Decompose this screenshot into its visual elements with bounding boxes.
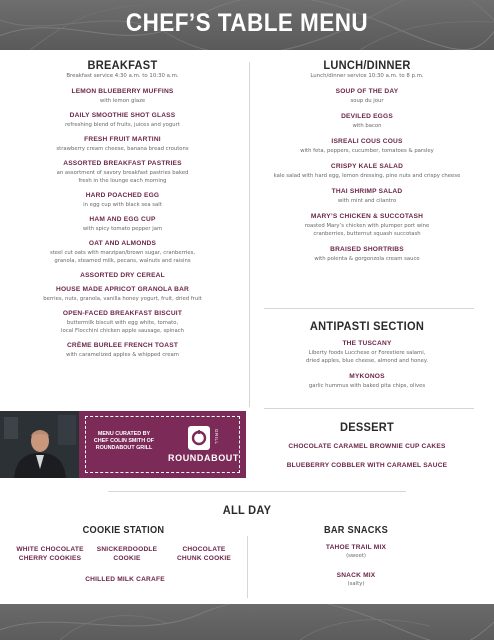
breakfast-section bbox=[0, 58, 245, 359]
description-line: local Flocchini chicken apple sausage, spinach bbox=[61, 328, 184, 334]
menu-item-description bbox=[0, 121, 245, 129]
description-line: strawberry cream cheese, banana bread croutons bbox=[56, 146, 189, 152]
swirl-decoration bbox=[0, 604, 494, 640]
dessert-title: DESSERT bbox=[339, 420, 395, 434]
bar-snacks-section bbox=[258, 525, 454, 588]
divider-antipasti-dessert bbox=[264, 408, 474, 409]
menu-item bbox=[258, 163, 476, 180]
menu-item-name: HAM AND EGG CUP bbox=[89, 216, 156, 223]
description-line: an assortment of savory breakfast pastries baked bbox=[56, 170, 189, 176]
page-title: CHEF’S TABLE MENU bbox=[125, 9, 369, 37]
menu-item bbox=[0, 160, 245, 185]
lunch-subtitle: Lunch/dinner service 10:30 a.m. to 8 p.m. bbox=[310, 73, 424, 79]
description-line: garlic hummus with baked pita chips, olives bbox=[308, 383, 426, 389]
description-line: cranberries, butternut squash succotash bbox=[313, 231, 421, 237]
logo-side-text: GRILL bbox=[214, 429, 219, 445]
cookie-item-line: COOKIE bbox=[113, 555, 141, 562]
breakfast-items bbox=[0, 88, 245, 359]
cookie-item-line: SNICKERDOODLE bbox=[96, 546, 158, 553]
menu-item-name: CRÈME BURLEE FRENCH TOAST bbox=[66, 342, 179, 349]
menu-item-name: DAILY SMOOTHIE SHOT GLASS bbox=[69, 112, 176, 119]
menu-item-name: SOUP OF THE DAY bbox=[335, 88, 399, 95]
cookie-item bbox=[87, 545, 167, 563]
menu-item-description bbox=[258, 349, 476, 365]
menu-item bbox=[0, 112, 245, 129]
banner-curated-text: MENU CURATED BY CHEF COLIN SMITH OF ROUNDABOUT GRILL bbox=[93, 431, 155, 451]
menu-item-description bbox=[258, 222, 476, 238]
menu-item bbox=[0, 342, 245, 359]
menu-item bbox=[0, 192, 245, 209]
cookie-item bbox=[168, 545, 240, 563]
description-line: roasted Mary’s chicken with plumper port wine bbox=[304, 223, 430, 229]
menu-item-name: ASSORTED BREAKFAST PASTRIES bbox=[63, 160, 182, 167]
cookie-item bbox=[60, 575, 190, 584]
menu-item bbox=[0, 240, 245, 265]
menu-item bbox=[258, 213, 476, 238]
menu-item-description bbox=[0, 169, 245, 185]
menu-item bbox=[0, 216, 245, 233]
footer-bar bbox=[0, 604, 494, 640]
description-line: with caramelized apples & whipped cream bbox=[66, 352, 179, 358]
menu-item-name: MARY’S CHICKEN & SUCCOTASH bbox=[310, 213, 424, 220]
menu-item-description bbox=[0, 201, 245, 209]
all-day-divider bbox=[247, 536, 248, 598]
menu-item-name: LEMON BLUEBERRY MUFFINS bbox=[71, 88, 174, 95]
menu-item-name: FRESH FRUIT MARTINI bbox=[84, 136, 161, 143]
description-line: refreshing blend of fruits, juices and yogurt bbox=[65, 122, 180, 128]
menu-item bbox=[258, 88, 476, 105]
menu-item bbox=[258, 373, 476, 390]
description-line: fresh in the lounge each morning bbox=[78, 178, 167, 184]
breakfast-subtitle: Breakfast service 4:30 a.m. to 10:30 a.m. bbox=[66, 73, 179, 79]
menu-item-name: THAI SHRIMP SALAD bbox=[331, 188, 403, 195]
lunch-section bbox=[258, 58, 476, 263]
bar-snack-note: (sweet) bbox=[346, 553, 366, 559]
bar-snack-item bbox=[258, 572, 454, 588]
cookie-item-line: CHERRY COOKIES bbox=[18, 555, 82, 562]
menu-item-name: DEVILED EGGS bbox=[341, 113, 393, 120]
bar-snack-items bbox=[258, 544, 454, 588]
menu-item-name: CHOCOLATE CARAMEL BROWNIE CUP CAKES bbox=[288, 443, 446, 450]
dessert-section bbox=[258, 420, 476, 469]
divider-all-day bbox=[108, 491, 406, 492]
description-line: berries, nuts, granola, vanilla honey yogurt, fruit, dried fruit bbox=[43, 296, 202, 302]
bar-snack-name: TAHOE TRAIL MIX bbox=[325, 544, 387, 551]
chef-banner bbox=[79, 411, 246, 478]
cookie-item bbox=[14, 545, 86, 563]
description-line: steel cut oats with marzipan/brown sugar, cranberries, bbox=[49, 250, 196, 256]
menu-item bbox=[0, 88, 245, 105]
menu-item bbox=[0, 272, 245, 279]
menu-item bbox=[258, 188, 476, 205]
chef-photo bbox=[0, 411, 79, 478]
cookie-station-title: COOKIE STATION bbox=[82, 525, 165, 536]
menu-item-description bbox=[258, 197, 476, 205]
menu-item-name: BLUEBERRY COBBLER WITH CARAMEL SAUCE bbox=[286, 462, 448, 469]
menu-item-description bbox=[0, 97, 245, 105]
menu-item bbox=[0, 310, 245, 335]
menu-item-name: MYKONOS bbox=[349, 373, 385, 380]
menu-item-description bbox=[0, 225, 245, 233]
all-day-title: ALL DAY bbox=[222, 503, 272, 517]
lunch-items bbox=[258, 88, 476, 263]
description-line: granola, steamed milk, pecans, walnuts and raisins bbox=[54, 258, 191, 264]
bar-snack-note: (salty) bbox=[347, 581, 365, 587]
description-line: with polenta & gorgonzola cream sauce bbox=[314, 256, 420, 262]
roundabout-emblem-icon bbox=[168, 423, 230, 453]
menu-item bbox=[258, 340, 476, 365]
menu-item bbox=[258, 246, 476, 263]
menu-item-name: BRAISED SHORTRIBS bbox=[330, 246, 404, 253]
description-line: dried apples, blue cheese, almond and honey. bbox=[306, 358, 428, 364]
description-line: with feta, peppers, cucumber, tomatoes & parsley bbox=[300, 148, 434, 154]
header-bar bbox=[0, 0, 494, 50]
menu-item-name: OPEN-FACED BREAKFAST BISCUIT bbox=[62, 310, 183, 317]
logo-word: ROUNDABOUT bbox=[168, 453, 239, 463]
menu-item-name: THE TUSCANY bbox=[342, 340, 392, 347]
description-line: with mint and cilantro bbox=[337, 198, 397, 204]
column-divider bbox=[249, 62, 250, 407]
description-line: with lemon glaze bbox=[99, 98, 146, 104]
menu-item-name: HOUSE MADE APRICOT GRANOLA BAR bbox=[56, 286, 189, 293]
menu-item bbox=[0, 286, 245, 303]
menu-item bbox=[258, 462, 476, 469]
menu-item-description bbox=[0, 249, 245, 265]
menu-item-description bbox=[258, 147, 476, 155]
cookie-item-line: WHITE CHOCOLATE bbox=[16, 546, 84, 553]
bar-snacks-title: BAR SNACKS bbox=[323, 525, 389, 536]
description-line: Liberty foods Lucchese or Forestiere salami, bbox=[308, 350, 426, 356]
menu-item-description bbox=[258, 255, 476, 263]
cookie-station-section bbox=[0, 525, 247, 536]
cookie-item-line: CHILLED MILK CARAFE bbox=[85, 576, 165, 583]
menu-item-name: OAT AND ALMONDS bbox=[88, 240, 157, 247]
menu-item-description bbox=[258, 172, 476, 180]
breakfast-title: BREAKFAST bbox=[87, 58, 158, 72]
menu-item-description bbox=[258, 382, 476, 390]
menu-item-description bbox=[258, 122, 476, 130]
description-line: with bacon bbox=[352, 123, 382, 129]
description-line: buttermilk biscuit with egg white, tomato, bbox=[66, 320, 179, 326]
cookie-item-line: CHUNK COOKIE bbox=[176, 555, 232, 562]
menu-item-name: ISREALI COUS COUS bbox=[331, 138, 403, 145]
description-line: in egg cup with black sea salt bbox=[83, 202, 162, 208]
menu-item-name: HARD POACHED EGG bbox=[85, 192, 160, 199]
menu-item-name: ASSORTED DRY CEREAL bbox=[80, 272, 165, 279]
menu-item-description bbox=[0, 295, 245, 303]
antipasti-title: ANTIPASTI SECTION bbox=[309, 319, 425, 333]
menu-item bbox=[258, 443, 476, 450]
description-line: kale salad with hard egg, lemon dressing, pine nuts and crispy cheese bbox=[273, 173, 461, 179]
description-line: soup du jour bbox=[350, 98, 384, 104]
antipasti-section bbox=[258, 319, 476, 390]
menu-item-description bbox=[258, 97, 476, 105]
roundabout-logo bbox=[168, 423, 239, 465]
description-line: with spicy tomato pepper jam bbox=[82, 226, 163, 232]
divider-lunch-antipasti bbox=[264, 308, 474, 309]
menu-item-name: CRISPY KALE SALAD bbox=[330, 163, 404, 170]
menu-item bbox=[258, 138, 476, 155]
menu-item-description bbox=[0, 319, 245, 335]
menu-item-description bbox=[0, 351, 245, 359]
cookie-item-line: CHOCOLATE bbox=[182, 546, 226, 553]
all-day-heading bbox=[0, 503, 494, 517]
antipasti-items bbox=[258, 340, 476, 390]
menu-item-description bbox=[0, 145, 245, 153]
menu-item bbox=[258, 113, 476, 130]
menu-item bbox=[0, 136, 245, 153]
lunch-title: LUNCH/DINNER bbox=[323, 58, 411, 72]
dessert-items bbox=[258, 443, 476, 469]
bar-snack-item bbox=[258, 544, 454, 560]
bar-snack-name: SNACK MIX bbox=[336, 572, 376, 579]
